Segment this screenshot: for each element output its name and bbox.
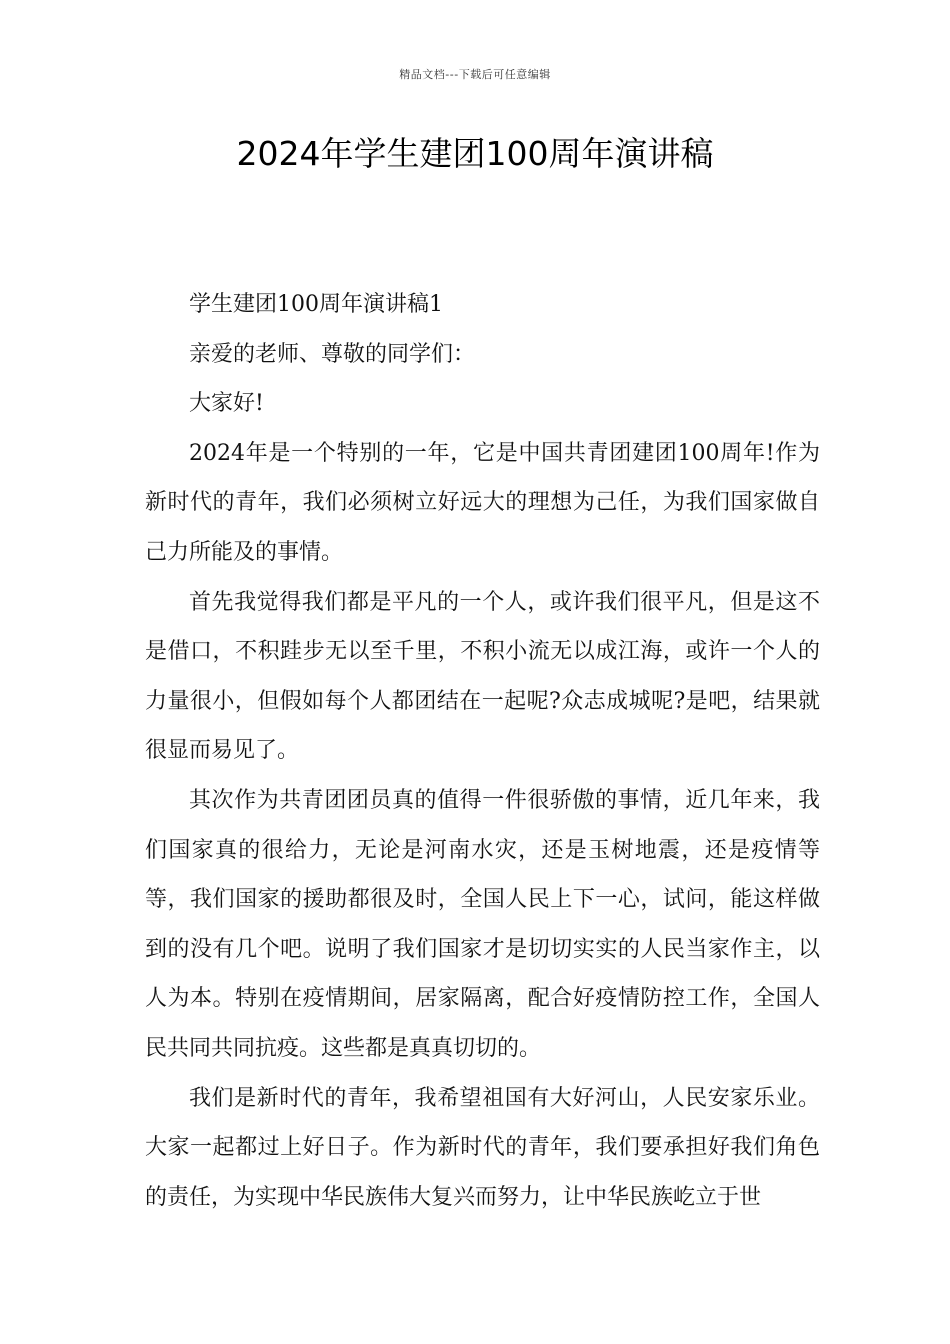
paragraph: 其次作为共青团团员真的值得一件很骄傲的事情，近几年来，我们国家真的很给力，无论是河南水灾，还是玉树地震，还是疫情等等，我们国家的援助都很及时，全国人民上下一心，试问，能这样做到的没有几个吧。说明了我们国家才是切切实实的人民当家作主，以人为本。特别在疫情期间，居家隔离，配合好疫情防控工作，全国人民共同共同抗疫。这些都是真真切切的。 (145, 787, 820, 1061)
paragraph: 我们是新时代的青年，我希望祖国有大好河山，人民安家乐业。大家一起都过上好日子。作为新时代的青年，我们要承担好我们角色的责任，为实现中华民族伟大复兴而努力，让中华民族屹立于世 (145, 1085, 820, 1210)
paragraph-subtitle: 学生建团100周年演讲稿1 (189, 292, 443, 317)
document-title: 2024年学生建团100周年演讲稿 (236, 134, 714, 173)
paragraph-salutation: 亲爱的老师、尊敬的同学们： (189, 341, 476, 367)
paragraph: 2024年是一个特别的一年，它是中国共青团建团100周年!作为新时代的青年，我们必须树立好远大的理想为己任，为我们国家做自己力所能及的事情。 (145, 440, 820, 565)
paragraph: 首先我觉得我们都是平凡的一个人，或许我们很平凡，但是这不是借口，不积跬步无以至千里，不积小流无以成江海，或许一个人的力量很小，但假如每个人都团结在一起呢?众志成城呢?是吧，结果就很显而易见了。 (145, 589, 820, 764)
paragraph-greeting: 大家好! (189, 391, 264, 417)
document-body (145, 280, 820, 1222)
header-note: 精品文档---下载后可任意编辑 (399, 68, 551, 81)
